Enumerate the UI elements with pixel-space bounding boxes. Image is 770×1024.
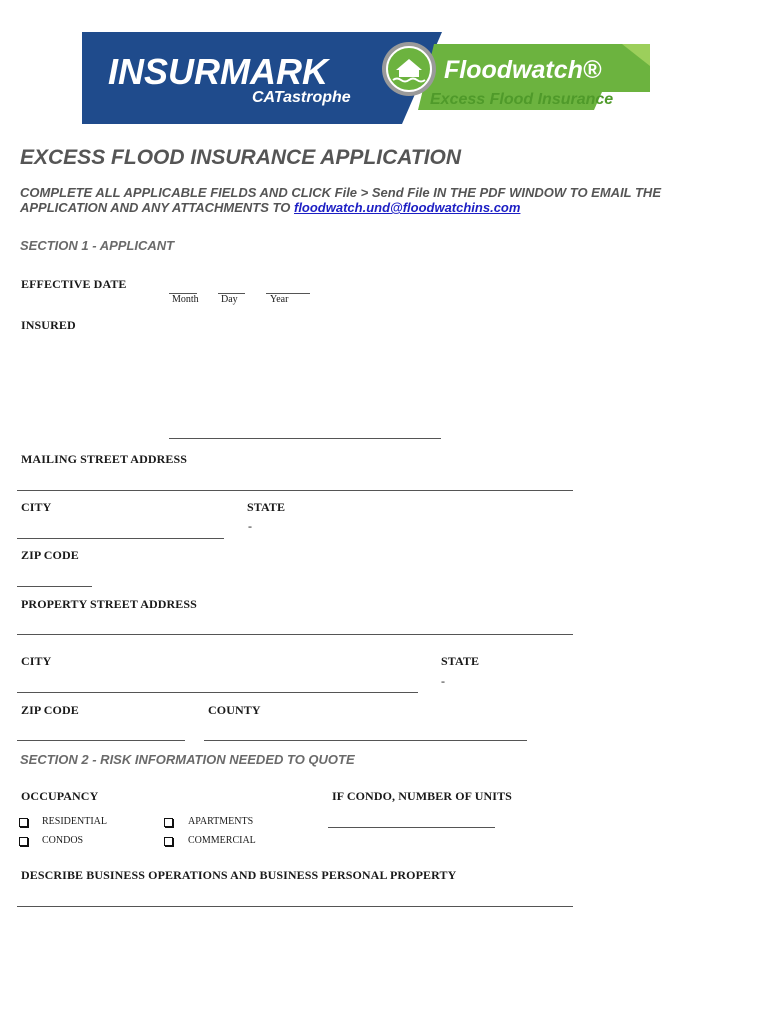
- section-1-heading: SECTION 1 - APPLICANT: [20, 238, 175, 253]
- mailing-address-label: MAILING STREET ADDRESS: [21, 452, 188, 466]
- effective-date-label: EFFECTIVE DATE: [21, 277, 127, 291]
- apartments-checkbox[interactable]: [164, 818, 173, 827]
- product-name: Floodwatch®: [444, 56, 602, 84]
- business-operations-label: DESCRIBE BUSINESS OPERATIONS AND BUSINESS PERSONAL PROPERTY: [21, 868, 457, 882]
- year-caption: Year: [270, 294, 289, 305]
- mailing-city-label: CITY: [21, 500, 52, 514]
- property-state-label: STATE: [441, 654, 480, 668]
- property-address-label: PROPERTY STREET ADDRESS: [21, 597, 197, 611]
- mailing-zip-field[interactable]: [17, 586, 92, 587]
- header-banner: [82, 32, 650, 124]
- condos-label: CONDOS: [42, 835, 84, 846]
- county-label: COUNTY: [208, 703, 261, 717]
- brand-subtitle: CATastrophe: [252, 89, 351, 106]
- product-tagline: Excess Flood Insurance: [430, 91, 614, 108]
- day-caption: Day: [221, 294, 238, 305]
- county-field[interactable]: [204, 740, 527, 741]
- month-caption: Month: [172, 294, 199, 305]
- property-zip-field[interactable]: [17, 740, 185, 741]
- mailing-zip-label: ZIP CODE: [21, 548, 79, 562]
- property-zip-label: ZIP CODE: [21, 703, 79, 717]
- residential-checkbox[interactable]: [19, 818, 28, 827]
- document-title: EXCESS FLOOD INSURANCE APPLICATION: [20, 146, 462, 169]
- property-city-field[interactable]: [17, 692, 418, 693]
- condo-units-label: IF CONDO, NUMBER OF UNITS: [332, 789, 512, 803]
- property-state-field[interactable]: -: [441, 674, 445, 688]
- business-operations-field[interactable]: [17, 906, 573, 907]
- instructions-text: COMPLETE ALL APPLICABLE FIELDS AND CLICK File > Send File IN THE PDF WINDOW TO EMAIL THE APPLICATION AND ANY ATTACHMENTS TO: [20, 185, 661, 215]
- condos-checkbox[interactable]: [19, 837, 28, 846]
- brand-name: INSURMARK: [108, 51, 328, 92]
- section-2-heading: SECTION 2 - RISK INFORMATION NEEDED TO QUOTE: [20, 752, 355, 767]
- mailing-address-field[interactable]: [17, 490, 573, 491]
- instructions: [20, 185, 740, 215]
- email-link[interactable]: floodwatch.und@floodwatchins.com: [293, 200, 521, 215]
- residential-label: RESIDENTIAL: [42, 816, 107, 827]
- insured-field[interactable]: [169, 438, 441, 439]
- insured-label: INSURED: [21, 318, 76, 332]
- mailing-state-field[interactable]: -: [248, 519, 252, 533]
- occupancy-label: OCCUPANCY: [21, 789, 99, 803]
- mailing-city-field[interactable]: [17, 538, 224, 539]
- condo-units-field[interactable]: [328, 827, 495, 828]
- mailing-state-label: STATE: [247, 500, 286, 514]
- property-address-field[interactable]: [17, 634, 573, 635]
- apartments-label: APARTMENTS: [188, 816, 254, 827]
- commercial-checkbox[interactable]: [164, 837, 173, 846]
- property-city-label: CITY: [21, 654, 52, 668]
- commercial-label: COMMERCIAL: [188, 835, 256, 846]
